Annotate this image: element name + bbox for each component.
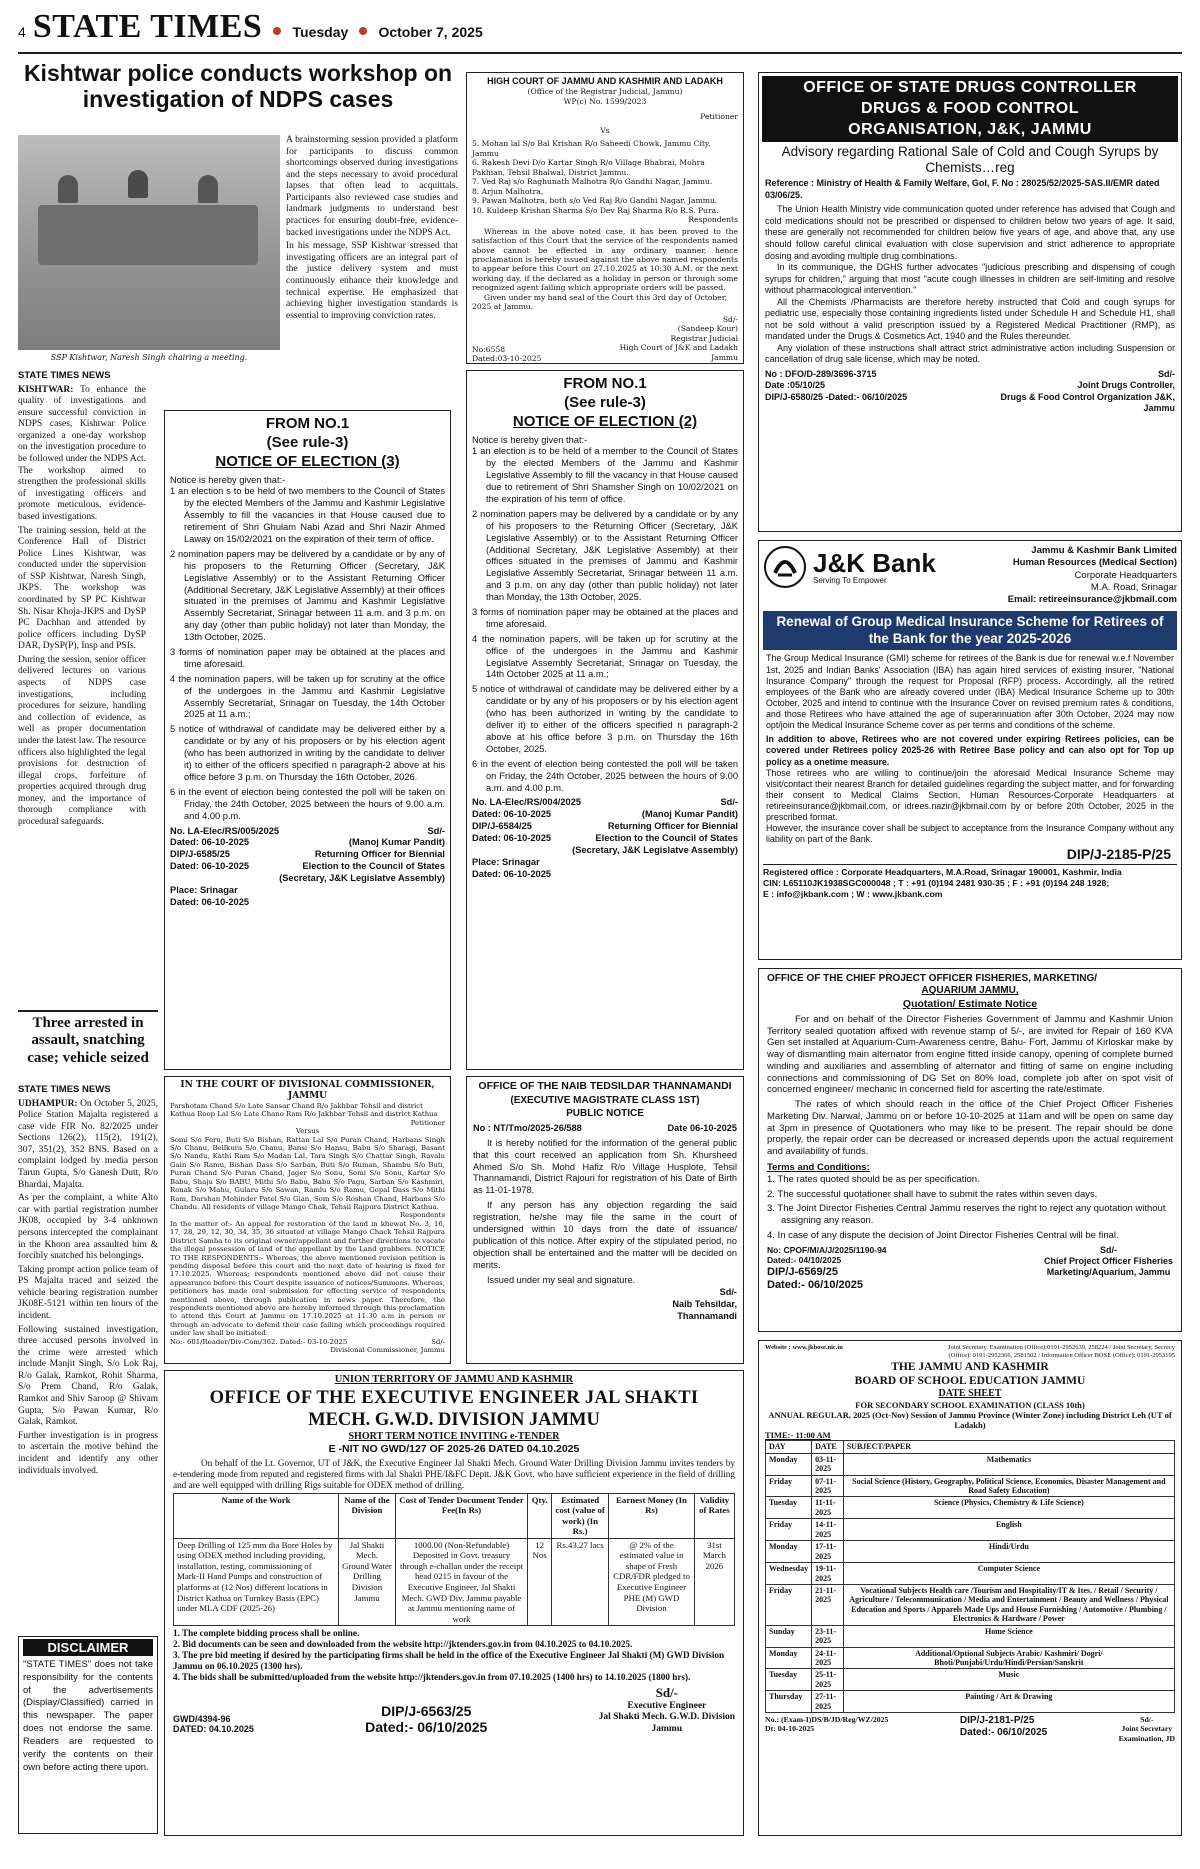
assault-body — [18, 1084, 158, 1629]
election2-dip: DIP/J-6584/25 — [472, 821, 532, 832]
divcom-versus: Versus — [295, 1127, 320, 1136]
fisheries-terms-title: Terms and Conditions: — [767, 1161, 870, 1173]
table-header-cell: DATE — [812, 1441, 844, 1453]
table-cell: 21-11-2025 — [812, 1584, 844, 1625]
table-row — [766, 1453, 1175, 1475]
naib-pn: PUBLIC NOTICE — [566, 1107, 644, 1119]
highcourt-wp: WP(c) No. 1599/2023 — [563, 96, 647, 106]
election3-role2: Election to the Council of States — [302, 861, 445, 872]
fisheries-role2: Marketing/Aquarium, Jammu — [1046, 1266, 1171, 1277]
highcourt-petitioner: Petitioner — [700, 112, 738, 122]
highcourt-respondents-list — [472, 139, 738, 215]
naib-notice — [466, 1076, 744, 1364]
table-cell: Friday — [766, 1519, 812, 1541]
election2-signer: (Manoj Kumar Pandit) — [641, 809, 738, 820]
disclaimer-body: "STATE TIMES" does not take responsibility for the contents of the advertisements (Display/Classified) carried in this newspaper. The paper does not endorse the same. Readers are requested to verify the contents on their own before acting there upon. — [23, 1659, 153, 1773]
jkbose-time: TIME:- 11:00 AM — [765, 1430, 831, 1441]
table-header-cell: Estimated cost (value of work) (In Rs.) — [552, 1493, 609, 1538]
highcourt-no: No:6558 — [472, 344, 506, 354]
list-item: 1. The complete bidding process shall be online. — [173, 1628, 360, 1639]
table-row — [766, 1541, 1175, 1563]
list-item: 5 notice of withdrawal of candidate may be delivered either by a candidate or by any of his proposers or by his election agent (who has been authorized in writing by the candidate to deliver it) to either of the officers specified n paragraph-2 above at his office before 3 p.m. on Thursday the 16th October, 2025. — [472, 684, 738, 754]
list-item: 3 forms of nomination paper may be obtained at the places and time aforesaid. — [472, 607, 738, 629]
kishtwar-caption: SSP Kishtwar, Naresh Singh chairing a meeting. — [50, 353, 248, 362]
jkbank-p3: Those retirees who are willing to continue/join the aforesaid Medical Insurance Scheme may visit/contact their nearest Branch for detailed guidelines regarding the subject matter, and for forwarding their consent to Medical Claims Section, Human Resources-Corporate Headquarters at retireeinsurance@jkbmail.com, or idrees.nazir@jkbmail.com by or before 20th October, 2025 in the prescribed format. — [766, 767, 1174, 823]
jkbank-logo-text: J&K Bank — [813, 547, 936, 578]
table-cell: Jal Shakti Mech. Ground Water Drilling Division Jammu — [339, 1538, 396, 1625]
jkbose-annual: ANNUAL REGULAR, 2025 (Oct-Nov) Session of Jammu Province (Winter Zone) including District Leh (UT of Ladakh) — [768, 1410, 1172, 1431]
table-cell: Thursday — [766, 1691, 812, 1713]
highcourt-dated: Dated:03-10-2025 — [472, 354, 542, 364]
assault-para: Following sustained investigation, three accused persons involved in the crime were arrested which include Manjit Singh, S/o Lok Raj, R/o Galak, Ramkot, Rohit Sharma, S/o Prem Chand, R/o Galak, Ramkot and Shiv Saroop @ Shivam Gupta, S/o Pawan Kumar, R/o Galak, Ramkot. — [18, 1324, 158, 1428]
jkbose-ds: DATE SHEET — [938, 1388, 1002, 1400]
list-item: 3. The Joint Director Fisheries Central Jammu reserves the right to reject any quotation without assigning any reason. — [767, 1203, 1166, 1227]
fisheries-no: No: CPOF/M/A/J/2025/1190-94 — [767, 1244, 887, 1255]
assault-para: As per the complaint, a white Alto car with partial registration number JK08, occupied by 3-4 unknown persons intercepted the complainant in the Khoon area assaulted him & forcibly snatched his belongings. — [18, 1193, 158, 1262]
highcourt-respondents-label: Respondents — [688, 215, 738, 225]
highcourt-role: Registrar Judicial — [670, 333, 738, 343]
table-cell: 24-11-2025 — [812, 1647, 844, 1669]
table-cell: Hindi/Urdu — [843, 1541, 1174, 1563]
table-header-cell: Cost of Tender Document Tender Fee(In Rs) — [395, 1493, 527, 1538]
list-item: 3 forms of nomination paper may be obtained at the places and time aforesaid. — [170, 647, 445, 669]
divcom-respondent-names: Somi S/o Feru, Buti S/o Bishan, Rattan Lal S/o Puran Chand, Harbans Singh S/o Chanu, Bellkura S/o Chanu, Bansi S/o Hansu, Babu S/o Sharagi, Basant S/o Nandu, Kathi Ram S/o Madan Lal, Tara Singh S/o Chattar Singh, Ravalu Gain S/o Ramu, Bishan Dass S/o Sarban, Buti S/o Ruman, Shambu S/o Buti, Puran Chand S/o Puran Chand, Jager S/o Sonu, Somi S/o Sonu, Kartar S/o Babu, Shaju S/o BABU, Mithi S/o Babu, Babu S/o Pagu, Sarban S/o Kashmiri, Ronak S/o Mahu, Gularu S/o Sawan, Ramlu S/o Ramu, Gopal Dass S/o Mithi Ram, Darshan Mohinder Patel S/o Gian, Som S/o Roshan Chand, Harbans S/o Chandu. All residents of village Mango Chak, Tehsil Rajpura District Kathua. — [170, 1135, 445, 1211]
table-cell: 07-11-2025 — [812, 1475, 844, 1497]
drugs-p3: All the Chemists /Pharmacists are therefore hereby instructed that Cold and cough syrups for pediatric use, especially those containing ingredients listed under Schedule H and Schedule H1, shall not be sold without a valid prescription issued by a Registered Medical Practitioner (RMP), as mandated under the Drugs & Cosmetics Act, 1940 and the Rules thereunder. — [765, 296, 1175, 342]
naib-place: Thannamandi — [677, 1310, 737, 1321]
highcourt-signer: (Sandeep Kour) — [677, 324, 738, 334]
jalshakti-table — [173, 1493, 735, 1627]
jkbank-banner: Renewal of Group Medical Insurance Scheme for Retirees of the Bank for the year 2025-2026 — [763, 611, 1177, 651]
table-row — [766, 1475, 1175, 1497]
jkbank-p2: In addition to above, Retirees who are not covered under expiring Retirees policies, can be covered under Retirees policy 2025-26 with Retiree Base policy and can also opt for Top up policy as a onetime measure. — [766, 734, 1174, 767]
list-item: 6 in the event of election being contested the poll will be taken on Friday, the 24th October, 2025 between the hours of 9.00 a.m. and 4.00 p.m. — [472, 758, 738, 793]
list-item: 4. In case of any dispute the decision of Joint Director Fisheries Central will be final. — [767, 1229, 1119, 1241]
highcourt-role: High Court of J&K and Ladakh — [619, 343, 738, 353]
table-header-cell: Name of the Division — [339, 1493, 396, 1538]
jalshakti-dated: DATED: 04.10.2025 — [173, 1724, 254, 1735]
jalshakti-gwd: GWD/4394-96 — [173, 1713, 231, 1724]
drugs-notice — [758, 72, 1182, 532]
masthead-date: October 7, 2025 — [378, 24, 483, 40]
jkbank-logo-icon — [763, 545, 807, 589]
highcourt-sd: Sd/- — [722, 314, 738, 324]
election2-title: NOTICE OF ELECTION (2) — [512, 413, 698, 431]
divcom-no: No:- 601/Reader/Div-Com/362. — [170, 1337, 278, 1346]
list-item: 2. The successful quotationer shall have to submit the rates within seven days. — [767, 1188, 1098, 1200]
election3-dip: DIP/J-6585/25 — [170, 849, 230, 860]
person-shape — [198, 175, 218, 203]
masthead-rule — [18, 52, 1182, 54]
list-item: 4 the nomination papers, will be taken up for scrutiny at the office of the undergoes in the Jammu and Kashmir Legislatve Assembly Secretariat, Srinagar on Tuesday, the 14th October 2025 at 11 a.m.; — [472, 633, 738, 680]
drugs-title3: ORGANISATION, J&K, JAMMU — [848, 120, 1092, 138]
jkbank-dept: Human Resources (Medical Section) — [1012, 557, 1177, 569]
jkbose-role: Joint Secretary — [1121, 1724, 1173, 1734]
table-cell: Sunday — [766, 1625, 812, 1647]
jalshakti-sd: Sd/- — [655, 1685, 679, 1701]
jkbose-no: No.: (Exam-I)DS/B/JD/Reg/WZ/2025 — [765, 1715, 889, 1725]
jalshakti-title1: OFFICE OF THE EXECUTIVE ENGINEER JAL SHAKTI — [209, 1387, 699, 1408]
jalshakti-tender — [164, 1370, 744, 1836]
jkbank-org: Jammu & Kashmir Bank Limited — [1031, 545, 1177, 556]
drugs-advisory: Advisory regarding Rational Sale of Cold and Cough Syrups by Chemists…reg — [781, 144, 1159, 175]
kishtwar-para: During the session, senior officer delivered lectures on various aspects of NDPS case investigations, including procedures for seizure, handling and collection of evidence, as well as proper documentation under the latest law. The resource officers also highlighted the legal provisions for destruction of illegal crops, forfeiture of properties acquired through drug money, and the importance of thorough compliance with procedural safeguards. — [18, 654, 146, 827]
masthead — [18, 8, 1182, 48]
fisheries-title2: AQUARIUM JAMMU, — [921, 985, 1019, 997]
table-cell: Additional/Optional Subjects Arabic/ Kashmiri/ Dogri/ Bhoti/Punjabi/Urdu/Hindi/Persian/Sanskrit — [843, 1647, 1174, 1669]
kishtwar-col1 — [18, 370, 146, 1010]
divcom-notice — [164, 1076, 451, 1364]
divider — [18, 1010, 158, 1012]
divcom-sd: Sd/- — [431, 1337, 445, 1346]
naib-role: Naib Tehsildar, — [672, 1298, 737, 1309]
divcom-respondents: Respondents — [399, 1211, 445, 1220]
drugs-title2: DRUGS & FOOD CONTROL — [861, 99, 1079, 117]
fisheries-notice — [758, 968, 1182, 1332]
naib-p3: Issued under my seal and signature. — [487, 1275, 636, 1286]
jkbank-tagline: Serving To Empower — [813, 575, 887, 585]
election3-role: Returning Officer for Biennial — [314, 849, 445, 860]
table-cell: Friday — [766, 1475, 812, 1497]
table-row — [766, 1625, 1175, 1647]
person-shape — [58, 175, 78, 203]
naib-sd: Sd/- — [719, 1287, 737, 1298]
election3-form: FROM NO.1 — [265, 415, 350, 432]
list-item: 1 an election s to be held of two members to the Council of States by the elected Members of the Jammu and Kashmir Legislative Assembly to fill the vacancies in that House caused due to retirement of Shri Ghulam Nabi Azad and Shri Nazir Ahmed Laway on 15/02/2021 on the expiration of their term of office. — [170, 486, 445, 545]
election3-role3: (Secretary, J&K Legislatve Assembly) — [279, 873, 445, 884]
divcom-dated: Dated:- 03-10-2025 — [279, 1337, 348, 1346]
highcourt-place: Jammu — [711, 352, 738, 362]
list-item: 10. Kuldeep Krishan Sharma S/o Dev Raj Sharma R/o R.S. Pura. — [472, 205, 719, 215]
jkbose-website: Website : www.jkbose.nic.in — [765, 1344, 843, 1351]
table-row — [766, 1563, 1175, 1585]
jkbank-email: Email: retireeinsurance@jkbmail.com — [1007, 594, 1177, 606]
table-row — [766, 1647, 1175, 1669]
kishtwar-headline-box — [18, 60, 458, 132]
election3-rule: (See rule-3) — [266, 434, 349, 452]
table-cell: 1000.00 (Non-Refundable) Deposited in Govt. treasury through e-challan under the receipt head 0215 in favour of the Executive Engineer, Jal Shakti Mech. GWD Div. Jammu payable at Jammu mentioning name of work — [395, 1538, 527, 1625]
drugs-p4: Any violation of these instructions shall attract strict administrative action including Suspension or cancellation of drug sale license, which may be noted. — [765, 342, 1175, 365]
list-item: 5. Mohan lal S/o Bal Krishan R/o Saheedi Chowk, Jammu City, Jammu — [472, 139, 711, 158]
table-cell: English — [843, 1519, 1174, 1541]
table-cell: Deep Drilling of 125 mm dia Bore Holes by using ODEX method including providing, installation, testing, commissioning of Mark-II Hand Pumps and construction of platforms at (12 Nos) different locations in District Kathua on Turnkey Basis (EPC) under MLA CDF (2025-26) — [174, 1538, 339, 1625]
election3-notice — [164, 410, 451, 1070]
naib-date: Date 06-10-2025 — [667, 1122, 737, 1133]
naib-p2: If any person has any objection regarding the said registration, he/she may file the same in the court of undersigned within 10 days from the date of issuance/ publication of this notice. After expiry of the stipulated period, no objection shall be entertained and the matter will be decided on merits. — [473, 1200, 737, 1271]
table-cell: 31st March 2026 — [694, 1538, 734, 1625]
highcourt-body: Whereas in the above noted case, it has been proved to the satisfaction of this Court that the service of the respondents named above cannot be effected in any ordinary manner, hence proclamation is hereby issued against the above named respondents to appear before this Court on 27.10.2025 at 10:30 A.M. or the next working day, if the declared as a holiday in person or through some recognized agent failing which appropriate orders will be passed. — [472, 226, 738, 293]
table-cell: 03-11-2025 — [812, 1453, 844, 1475]
fisheries-role: Chief Project Officer Fisheries — [1043, 1255, 1173, 1266]
highcourt-vs: Vs — [600, 125, 610, 135]
jkbank-p4: However, the insurance cover shall be subject to acceptance from the Insurance Company without any liability on part of the Bank. — [766, 823, 1174, 845]
table-cell: 19-11-2025 — [812, 1563, 844, 1585]
jkbank-addr: M.A. Road, Srinagar — [1090, 582, 1177, 594]
table-header-cell: Name of the Work — [174, 1493, 339, 1538]
fisheries-dated: Dated:- 04/10/2025 — [767, 1255, 842, 1266]
jkbose-dip: DIP/J-2181-P/25 — [959, 1715, 1035, 1727]
election3-place: Place: Srinagar — [170, 884, 238, 895]
jkbank-reg: Registered office : Corporate Headquarters, M.A.Road, Srinagar 190001, Kashmir, India — [763, 866, 1122, 877]
fisheries-terms — [767, 1174, 1173, 1242]
jkbose-table — [765, 1440, 1175, 1713]
election2-form: FROM NO.1 — [563, 375, 647, 392]
jkbank-cin: CIN: L65110JK1938SGC000048 ; T : +91 (0)194 2481 930-35 ; F : +91 (0)194 248 1928; — [763, 877, 1110, 888]
drugs-role: Joint Drugs Controller, — [1077, 380, 1175, 391]
dateline: KISHTWAR: — [18, 384, 74, 395]
kishtwar-para: The training session, held at the Conference Hall of District Police Lines Kishtwar, was conducted under the supervision of SSP Kishtwar, Naresh Singh, JKPS. The workshop was coordinated by SP PC Kishtwar Sh. Nisar Khoja-JKPS and DySP PC Dachhan and attended by police officers including DySP DAR, DySP(P), Insp and PSIs. — [18, 525, 146, 652]
table-row — [766, 1497, 1175, 1519]
list-item: 1. The rates quoted should be as per specification. — [767, 1173, 980, 1185]
election3-title: NOTICE OF ELECTION (3) — [215, 453, 400, 471]
jalshakti-place: Jammu — [651, 1723, 683, 1734]
election2-dated2: Dated: 06-10-2025 — [472, 833, 552, 844]
drugs-date: Date :05/10/25 — [765, 380, 826, 391]
table-header-cell: Earnest Money (In Rs) — [609, 1493, 695, 1538]
table-cell: Computer Science — [843, 1563, 1174, 1585]
jalshakti-nit: E -NIT NO GWD/127 OF 2025-26 DATED 04.10.2025 — [328, 1442, 580, 1455]
kishtwar-photo — [18, 135, 280, 350]
jkbank-dip: DIP/J-2185-P/25 — [1066, 845, 1171, 862]
table-cell: @ 2% of the estimated value in shape of Fresh CDR/FDR pledged to Executive Engineer PHE (M) GWD Division — [609, 1538, 695, 1625]
election3-signer: (Manoj Kumar Pandit) — [348, 837, 445, 848]
election2-sd: Sd/- — [720, 797, 738, 808]
divcom-petitioner: Petitioner — [410, 1118, 445, 1127]
red-dot-icon — [359, 27, 367, 35]
list-item: 2 nomination papers may be delivered by a candidate or by any of his proposers to the Returning Officer (Secretary, J&K Legislative Assembly) or to the Assistant Returning Officer (Additional Secretary, J&K Legislative Assembly) at their offices situated in the premises of Jammu and Kashmir Legislative Assembly Secretariat, Srinagar between 11 a.m. and 3 p.m. on any day (other than public holiday) not later than Monday, the 13th October, 2025. — [472, 508, 738, 603]
jalshakti-intro: On behalf of the Lt. Governor, UT of J&K, the Executive Engineer Jal Shakti Mech. Ground Water Drilling Division Jammu invites tenders by e-tendering mode from reputed and registered firms with Jal Shakti PHE/I&FC Deptt. J&K Govt. who have sufficient experience in the field of drilling and are well equipped with drilling Rigs suitable for ODEX method of drilling. — [173, 1457, 735, 1490]
election2-intro: Notice is hereby given that:- — [472, 434, 588, 445]
jkbose-dated2: Dated:- 06/10/2025 — [959, 1727, 1048, 1739]
table-cell: 11-11-2025 — [812, 1497, 844, 1519]
list-item: 3. The pre bid meeting if desired by the participating firms shall be held in the office of the Executive Engineer Jal Shakti (M) GWD Division Jammu on 06.10.2025 (1300 hrs). — [173, 1650, 725, 1672]
list-item: 2. Bid documents can be seen and downloaded from the website http://jktenders.gov.in from 04.10.2025 to 04.10.2025. — [173, 1639, 633, 1650]
table-cell: Social Science (History, Geography, Political Science, Economics, Disaster Management and Road Safety Education) — [843, 1475, 1174, 1497]
jkbose-role2: Examination, JD — [1118, 1733, 1175, 1743]
jalshakti-dip: DIP/J-6563/25 — [381, 1703, 472, 1720]
byline: STATE TIMES NEWS — [18, 370, 111, 381]
election2-place: Place: Srinagar — [472, 856, 540, 867]
masthead-day: Tuesday — [292, 24, 349, 40]
assault-para: Further investigation is in progress to ascertain the motive behind the incident and identify any other individuals involved. — [18, 1430, 158, 1476]
kishtwar-para: In his message, SSP Kishtwar stressed that investigating officers are an integral part of the justice delivery system and must continuously enhance their knowledge and technical expertise. He emphasized that achieving higher investigation standards is essential to improving conviction rates. — [286, 241, 458, 321]
drugs-header — [762, 76, 1178, 142]
highcourt-notice — [466, 72, 744, 364]
table-cell: Monday — [766, 1647, 812, 1669]
assault-para: On October 5, 2025, Police Station Majalta registered a case vide FIR No. 82/2025 under Sections 126(2), 115(2), 191(2), 307, 351(2), 352 BNS. Based on a complaint lodged by media person Tarun Gupta, S/o Ganesh Dutt, R/o Bhardai, Majalta. — [18, 1098, 158, 1190]
table-cell: Mathematics — [843, 1453, 1174, 1475]
table-row — [174, 1538, 735, 1625]
drugs-reference: Reference : Ministry of Health & Family Welfare, GoI, F. No : 28025/52/2025-SAS.II/EMR dated 03/06/25. — [765, 178, 1160, 200]
jkbank-notice — [758, 540, 1182, 960]
person-shape — [128, 170, 148, 198]
jalshakti-notes — [173, 1628, 735, 1683]
kishtwar-col3 — [286, 135, 458, 455]
list-item: 8. Arjun Malhotra, — [472, 186, 544, 196]
assault-headline-box — [18, 1015, 158, 1081]
table-header-cell: Validity of Rates — [694, 1493, 734, 1538]
jkbank-logo — [763, 545, 936, 589]
fisheries-p1: For and on behalf of the Director Fisheries Government of Jammu and Kashmir Union Territory sealed quotation affixed with revenue stamp of 5/-, are invited for Repair of 160 KVA Gen set installed at Aquarium-Cum-Awareness centre, Bahu- Fort, Jammu of Kirloskar make by way of dismantling main alternator from engine fitted inside canopy, opening of complete burned winding and auxiliaries and assembling of alternator and fitting of same on engine including connections and commissioning of DG Set on 80% load, complete job after on spot visit of concerned engineer/ mechanic in concerned field for ascerting the rate/estimate. — [767, 1013, 1173, 1096]
table-cell: Home Science — [843, 1625, 1174, 1647]
newspaper-brand: STATE TIMES — [32, 8, 263, 45]
jkbose-dated: Dt: 04-10-2025 — [765, 1724, 815, 1734]
red-dot-icon — [273, 27, 281, 35]
table-row — [766, 1691, 1175, 1713]
election2-role: Returning Officer for Biennial — [607, 821, 738, 832]
divcom-role: Divisional Commissioner, Jammu — [330, 1346, 445, 1355]
election3-dated: Dated: 06-10-2025 — [170, 837, 250, 848]
list-item: 4 the nomination papers, will be taken up for scrutiny at the office of the undergoes in the Jammu and Kashmir Legislative Assembly Secretariat, Srinagar on Tuesday, the 14th October 2025 at 11 a.m.; — [170, 673, 445, 720]
election2-rule: (See rule-3) — [564, 394, 646, 412]
election2-no: No. LA-Elec/RS/004/2025 — [472, 797, 582, 808]
jkbank-web: E : info@jkbank.com ; W : www.jkbank.com — [763, 889, 943, 900]
table-header-cell: Qty. — [528, 1493, 552, 1538]
election2-dated: Dated: 06-10-2025 — [472, 809, 552, 820]
table-cell: Wednesday — [766, 1563, 812, 1585]
page-number: 4 — [18, 24, 26, 40]
election3-items — [170, 486, 445, 822]
jalshakti-role: Executive Engineer — [627, 1700, 707, 1711]
drugs-sd: Sd/- — [1158, 368, 1175, 379]
table-cell: Vocational Subjects Health care /Tourism and Hospitality/IT & Ites. / Retail / Security / Agriculture / Telecommunication / Media and Entertainment / Beauty and Wellness / Physical Education and Sports / Apparels Made Ups and House Furnishing / Automotive / Plumbing / Electronics & Hardware / Power — [843, 1584, 1174, 1625]
divcom-title: IN THE COURT OF DIVISIONAL COMMISSIONER, JAMMU — [180, 1080, 435, 1101]
divcom-body: In the matter of:- An appeal for restoration of the land in khewat No. 3, 16, 17, 28, 29, 12, 30, 34, 35, 36 situated at village Mango Chack Tehsil Rajpura District Samba to its original owner/appellant and further directions to vacate the illegal possession of land of the appellant by the Land grabbers. NOTICE TO THE RESPONDENTS:- Whereas, the above mentioned revision petition is pending disposal before this court and the next date of hearing is fixed for 17.10.2025. Whereas; respondents mentioned above did not cause their appearance before this Court despite issuance of notices/Summons. Whereas, petitioners has made oral submission for effecting service of respondents mentioned above, through publication in news paper. Therefore, the respondents mentioned above are hereby informed through this proclamation to attend this Court at Jammu on 17.10.2025 at 11.30 a.m in person or through an advocate to defend their case failing which proceedings required under law shall be initiated. — [170, 1219, 445, 1338]
election2-role3: (Secretary, J&K Legislatve Assembly) — [572, 844, 738, 855]
election3-no: No. LA-Elec/RS/005/2025 — [170, 825, 280, 836]
election3-dated3: Dated: 06-10-2025 — [170, 896, 250, 907]
divcom-parties: Parshotam Chand S/o Late Sansar Chand R/o Jakhbar Tehsil and district Kathua Roop Lal S/o Late Chano Ram R/o Jakhbar Tehsil and district Kathua — [170, 1101, 438, 1119]
fisheries-title1: OFFICE OF THE CHIEF PROJECT OFFICER FISHERIES, MARKETING/ — [767, 973, 1098, 984]
byline: STATE TIMES NEWS — [18, 1084, 111, 1095]
table-cell: 27-11-2025 — [812, 1691, 844, 1713]
jalshakti-dated2: Dated:- 06/10/2025 — [365, 1718, 488, 1735]
drugs-dip: DIP/J-6580/25 -Dated:- 06/10/2025 — [765, 391, 908, 402]
table-cell: Painting / Art & Drawing — [843, 1691, 1174, 1713]
list-item: 5 notice of withdrawal of candidate may be delivered either by a candidate or by any of his proposers or by his election agent (who has been authorized in writing by the candidate to deliver it) to either of the officers specified n paragraph-2 above at his office before 3 p.m. on Thursday the 16th October, 2026. — [170, 724, 445, 782]
fisheries-p2: The rates of which should reach in the office of the Chief Project Officer Fisheries Marketing Div. Narwal, Jammu on or before 10-10-2025 at 11am and will be open on same day at 3pm in presence of Quotationers who may like to be present. The repair should be done properly, the repair order can be decreased or increased depends upon the actual requirement and availability of funds. — [767, 1099, 1173, 1158]
drugs-title1: OFFICE OF STATE DRUGS CONTROLLER — [803, 79, 1137, 96]
drugs-p1: The Union Health Ministry vide communication quoted under reference has advised that Cough and cold medications should not be prescribed or dispensed to children below two years of age. It said, these are generally not recommended for children below five years of age, and above that, any use should follow careful clinical evaluation with close supervision and strict adherence to appropriate dosing and avoiding multiple drug combinations. — [765, 204, 1175, 261]
election2-dated3: Dated: 06-10-2025 — [472, 868, 552, 879]
assault-para: Taking prompt action police team of PS Majalta traced and seized the vehicle bearing registration number JK08E-5121 within ten hours of the incident. — [18, 1264, 158, 1321]
table-cell: 23-11-2025 — [812, 1625, 844, 1647]
election2-role2: Election to the Council of States — [595, 833, 738, 844]
table-cell: Friday — [766, 1584, 812, 1625]
meeting-table-shape — [38, 205, 258, 265]
naib-sub: (EXECUTIVE MAGISTRATE CLASS 1ST) — [510, 1094, 700, 1106]
election3-sd: Sd/- — [427, 825, 445, 836]
table-cell: 17-11-2025 — [812, 1541, 844, 1563]
jkbose-contacts: Joint Secretary, Examination (Office):0191-2952639, 258224 / Joint Secretary, Secrecy (Office): 0191-2952366, 2581502 / Information Officer BOSE (Office): 0191-2953195 — [947, 1344, 1175, 1359]
jkbose-title2: BOARD OF SCHOOL EDUCATION JAMMU — [854, 1374, 1086, 1387]
fisheries-dip: DIP/J-6569/25 — [767, 1265, 838, 1278]
disclaimer-box — [18, 1636, 158, 1834]
drugs-role2: Drugs & Food Control Organization J&K, — [1000, 391, 1175, 402]
jalshakti-role2: Jal Shakti Mech. G.W.D. Division — [598, 1712, 735, 1723]
list-item: 9. Pawan Malhotra, both s/o Ved Raj R/o Gandhi Nagar, Jammu. — [472, 196, 718, 206]
table-cell: Monday — [766, 1453, 812, 1475]
list-item: 7. Ved Raj s/o Raghunath Malhotra R/o Gandhi Nagar, Jammu. — [472, 177, 713, 187]
election2-notice — [466, 370, 744, 1070]
election3-dated2: Dated: 06-10-2025 — [170, 861, 250, 872]
kishtwar-headline: Kishtwar police conducts workshop on investigation of NDPS cases — [23, 60, 453, 113]
table-cell: Tuesday — [766, 1669, 812, 1691]
table-cell: Monday — [766, 1541, 812, 1563]
election2-items — [472, 446, 738, 794]
table-cell: 12 Nos — [528, 1538, 552, 1625]
drugs-p2: In its communique, the DGHS further advocates "judicious prescribing and dispensing of cough syrups for children," arguing that most "acute cough illnesses in children are self-limiting and resolve without pharmacological intervention." — [765, 262, 1175, 296]
table-cell: Rs.43.27 lacs — [552, 1538, 609, 1625]
table-row — [766, 1519, 1175, 1541]
highcourt-sub: (Office of the Registrar Judicial, Jammu) — [527, 87, 683, 97]
table-header-cell: SUBJECT/PAPER — [843, 1441, 1174, 1453]
table-cell: Science (Physics, Chemistry & Life Science) — [843, 1497, 1174, 1519]
jkbank-p1: The Group Medical Insurance (GMI) scheme for retirees of the Bank is due for renewal w.e.f November 1st, 2025 and Indian Banks' Association (IBA) has again hired services of existing insurer, "National Insurance Company" through the request for Proposal (RFP) process. Accordingly, all the retired employees of the Bank who are already covered under (IBA) Medical Insurance Scheme up to 30th October, 2025 and intend to continue with the Insurance Cover on revised premium rates & conditions, and those Retirees who have attained the age of superannuation after 30th October, 2024 may now opt/join the Medical Insurance Scheme cover as per terms and conditions of the scheme. — [766, 653, 1174, 731]
kishtwar-para: A brainstorming session provided a platform for participants to discuss common shortcomings observed during investigations and the steps necessary to avoid procedural lapses that often lead to acquittals. Participants also reviewed case studies and landmark judgments to understand best practices for ensuring doubt-free, evidence-backed investigations under the NDPS Act. — [286, 135, 458, 238]
jalshakti-ut: UNION TERRITORY OF JAMMU AND KASHMIR — [334, 1374, 574, 1385]
jkbank-hq: Corporate Headquarters — [1074, 569, 1177, 581]
drugs-no: No : DFO/D-289/3696-3715 — [765, 368, 877, 379]
fisheries-sd: Sd/- — [1099, 1244, 1117, 1255]
jalshakti-short: SHORT TERM NOTICE INVITING e-TENDER — [348, 1430, 560, 1442]
table-cell: Tuesday — [766, 1497, 812, 1519]
list-item: 1 an election is to be held of a member to the Council of States by the elected Members of the Jammu and Kashmir Legislative Assembly to fill the vacancy in that House caused due to retirement of Shri Shamsher Singh on 10/02/2021 on the expiration of his term of office. — [472, 446, 738, 505]
list-item: 6 in the event of election being contested the poll will be taken on Friday, the 24th October, 2025 between the hours of 9.00 a.m. and 4.00 p.m. — [170, 786, 445, 821]
table-cell: Music — [843, 1669, 1174, 1691]
jalshakti-title2: MECH. G.W.D. DIVISION JAMMU — [308, 1409, 600, 1430]
table-row — [766, 1584, 1175, 1625]
highcourt-given: Given under my hand seal of the Court this 3rd day of October, 2025 at Jammu. — [472, 292, 727, 312]
election3-intro: Notice is hereby given that:- — [170, 474, 286, 485]
kishtwar-para: To enhance the quality of investigations and ensure successful conviction in NDPS cases, Kishtwar Police organized a one-day workshop on the investigation procedure to be followed under the NDPS Act. The workshop aimed to strengthen the professional skills of investigating officers and promote meticulous, evidence-based investigations. — [18, 384, 146, 522]
list-item: 4. The bids shall be submitted/uploaded from the website http://jktenders.gov.in from 07.10.2025 (1400 hrs) to 14.10.2025 (1800 hrs). — [173, 1672, 691, 1683]
table-row — [766, 1669, 1175, 1691]
fisheries-qn: Quotation/ Estimate Notice — [902, 997, 1038, 1010]
naib-no: No : NT/Tmo/2025-26/588 — [473, 1122, 582, 1133]
naib-title: OFFICE OF THE NAIB TEDSILDAR THANNAMANDI — [478, 1080, 732, 1092]
fisheries-dated2: Dated:- 06/10/2025 — [767, 1279, 863, 1292]
table-cell: 25-11-2025 — [812, 1669, 844, 1691]
list-item: 2 nomination papers may be delivered by a candidate or by any of his proposers to the Returning Officer (Secretary, J&K Legislative Assembly) or to the Assistant Returning Officer (Additional Secretary, J&K Legislative Assembly) at their offices situated in the premises of Jammu and Kashmir Legislative Assembly Secretariat, Srinagar between 11 a.m. and 3 p.m. on any day (other than public holiday) not later than Monday, the 13th October, 2025. — [170, 548, 445, 643]
list-item: 6. Rakesh Devi D/o Kartar Singh R/o Village Bhabrai, Mohra Pakhian, Tehsil Bhalwal, District Jammu. — [472, 158, 705, 177]
disclaimer-title: DISCLAIMER — [23, 1639, 153, 1656]
highcourt-title: HIGH COURT OF JAMMU AND KASHMIR AND LADAKH — [487, 76, 723, 86]
drugs-place: Jammu — [1143, 403, 1175, 414]
jkbose-datesheet — [758, 1340, 1182, 1836]
table-header-cell: DAY — [766, 1441, 812, 1453]
dateline: UDHAMPUR: — [18, 1098, 78, 1109]
assault-headline: Three arrested in assault, snatching case; vehicle seized — [27, 1015, 149, 1066]
jkbose-title1: THE JAMMU AND KASHMIR — [891, 1361, 1049, 1374]
jkbose-for: FOR SECONDARY SCHOOL EXAMINATION (CLASS 10th) — [855, 1400, 1085, 1411]
naib-p1: It is hereby notified for the information of the general public that this court received an application from Sh. Khursheed Ahmed S/o Sh. Mohd Hafiz R/o Village Husplote, Tehsil Thannamandi, District Rajouri for registration of his Date of Birth as 11-01-1978. — [473, 1137, 737, 1196]
table-cell: 14-11-2025 — [812, 1519, 844, 1541]
jkbose-sd: Sd/- — [1140, 1715, 1154, 1725]
